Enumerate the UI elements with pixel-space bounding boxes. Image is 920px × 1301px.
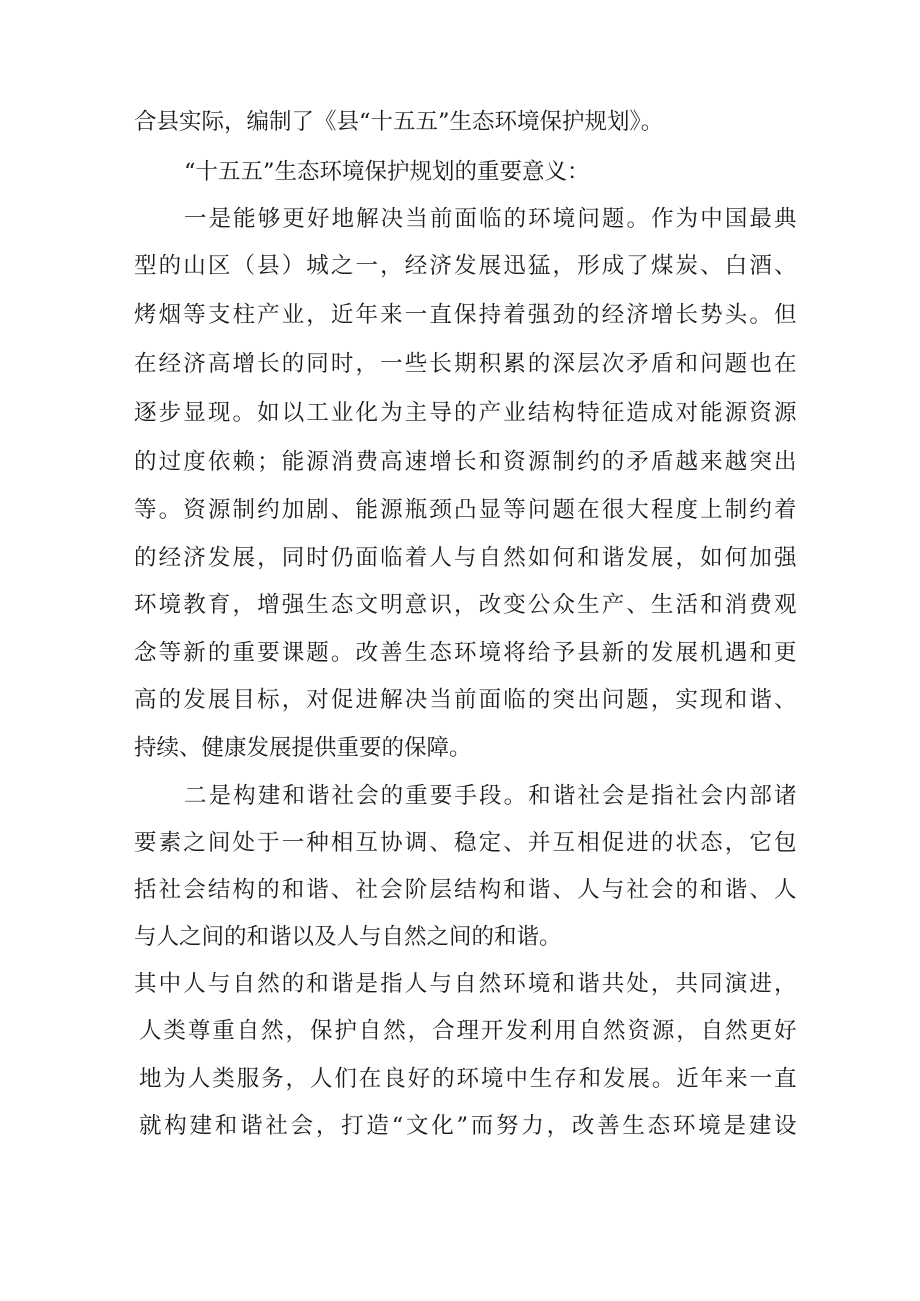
text-line-20: 人类尊重自然，保护自然，合理开发利用自然资源，自然更好 — [139, 1018, 799, 1044]
text-line-13: 高的发展目标，对促进解决当前面临的突出问题，实现和谐、 — [134, 687, 799, 713]
text-line-3: 一是能够更好地解决当前面临的环境问题。作为中国最典 — [184, 206, 799, 232]
text-line-8: 的过度依赖；能源消费高速增长和资源制约的矛盾越来越突出 — [134, 449, 799, 475]
text-line-7: 逐步显现。如以工业化为主导的产业结构特征造成对能源资源 — [134, 400, 799, 426]
text-line-21: 地为人类服务，人们在良好的环境中生存和发展。近年来一直 — [139, 1066, 799, 1092]
text-line-10: 的经济发展，同时仍面临着人与自然如何和谐发展，如何加强 — [134, 545, 799, 571]
text-line-22: 就构建和谐社会，打造“文化”而努力，改善生态环境是建设 — [139, 1113, 800, 1139]
text-line-16: 要素之间处于一种相互协调、稳定、并互相促进的状态，它包 — [134, 830, 799, 856]
text-line-14: 持续、健康发展提供重要的保障。 — [134, 735, 472, 761]
text-line-6: 在经济高增长的同时，一些长期积累的深层次矛盾和问题也在 — [134, 351, 799, 377]
text-line-4: 型的山区（县）城之一，经济发展迅猛，形成了煤炭、白酒、 — [134, 253, 799, 279]
text-line-19: 其中人与自然的和谐是指人与自然环境和谐共处，共同演进， — [134, 971, 799, 997]
text-line-18: 与人之间的和谐以及人与自然之间的和谐。 — [134, 924, 562, 950]
text-line-9: 等。资源制约加剧、能源瓶颈凸显等问题在很大程度上制约着 — [134, 497, 799, 523]
section-heading: “十五五”生态环境保护规划的重要意义： — [184, 159, 590, 185]
text-line-15: 二是构建和谐社会的重要手段。和谐社会是指社会内部诸 — [184, 783, 799, 809]
text-line-5: 烤烟等支柱产业，近年来一直保持着强劲的经济增长势头。但 — [134, 302, 799, 328]
text-line-12: 念等新的重要课题。改善生态环境将给予县新的发展机遇和更 — [134, 640, 799, 666]
text-line-17: 括社会结构的和谐、社会阶层结构和谐、人与社会的和谐、人 — [134, 877, 799, 903]
text-line-11: 环境教育，增强生态文明意识，改变公众生产、生活和消费观 — [134, 592, 799, 618]
text-line-1: 合县实际，编制了《县“十五五”生态环境保护规划》。 — [134, 109, 664, 135]
